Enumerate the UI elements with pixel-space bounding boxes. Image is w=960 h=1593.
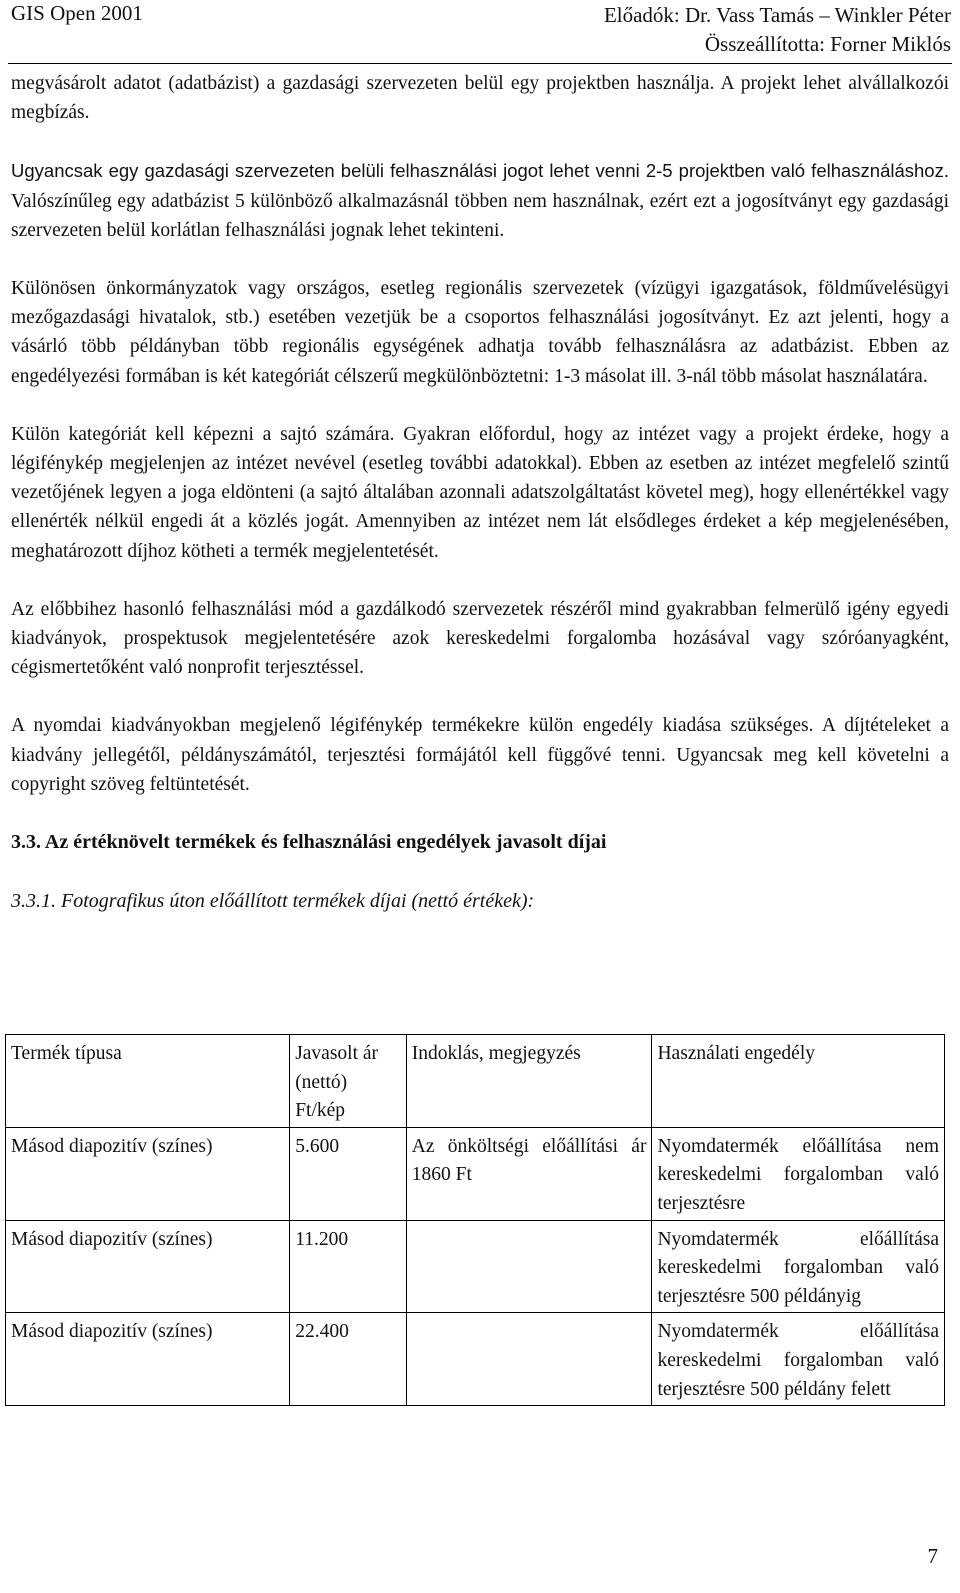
paragraph-2-sans-text: Ugyancsak egy gazdasági szervezeten belüli felhasználási jogot lehet venni 2-5 projektben való felhasználáshoz. bbox=[11, 160, 949, 182]
table-cell-price: 5.600 bbox=[290, 1127, 407, 1220]
table-cell-note bbox=[406, 1313, 652, 1406]
paragraph-3: Különösen önkormányzatok vagy országos, esetleg regionális szervezetek (vízügyi igazgatások, földművelésügyi mezőgazdasági hivatalok, stb.) esetében vezetjük be a csoportos felhasználási jogosítványt. Ez azt jelenti, hogy a vásárló több példányban több regionális egységének adhatja tovább felhasználásra az adatbázist. Ebben az engedélyezési formában is két kategóriát célszerű megkülönböztetni: 1-3 másolat ill. 3-nál több másolat használatára. bbox=[11, 278, 949, 387]
paragraph-2 bbox=[11, 156, 949, 245]
table-header-cell: Használati engedély bbox=[652, 1035, 945, 1128]
table-row bbox=[6, 1220, 945, 1313]
table-cell-note: Az önköltségi előállítási ár 1860 Ft bbox=[406, 1127, 652, 1220]
table-cell-license: Nyomdatermék előállítása kereskedelmi forgalomban való terjesztésre 500 példányig bbox=[652, 1220, 945, 1313]
page-number: 7 bbox=[927, 1544, 938, 1568]
document-body bbox=[11, 69, 949, 916]
table-cell-product: Másod diapozitív (színes) bbox=[6, 1127, 290, 1220]
table-header-cell: Indoklás, megjegyzés bbox=[406, 1035, 652, 1128]
table-cell-price: 11.200 bbox=[290, 1220, 407, 1313]
subsection-heading: 3.3.1. Fotografikus úton előállított termékek díjai (nettó értékek): bbox=[11, 890, 535, 913]
table-cell-note bbox=[406, 1220, 652, 1313]
paragraph-6: A nyomdai kiadványokban megjelenő légifénykép termékekre külön engedély kiadása szükséges. A díjtételeket a kiadvány jellegétől, példányszámától, terjesztési formájától kell függővé tenni. Ugyancsak meg kell követelni a copyright szöveg feltüntetését. bbox=[11, 715, 949, 795]
header-compiler: Összeállította: Forner Miklós bbox=[704, 32, 951, 56]
header-title: GIS Open 2001 bbox=[11, 1, 143, 25]
header-authors bbox=[604, 1, 951, 59]
paragraph-2-serif-text: Valószínűleg egy adatbázist 5 különböző alkalmazásnál többen nem használnak, ezért ezt a jogosítványt egy gazdasági szervezeten belül korlátlan felhasználási jognak lehet tekinteni. bbox=[11, 190, 949, 241]
paragraph-1: megvásárolt adatot (adatbázist) a gazdasági szervezeten belül egy projektben használja. A projekt lehet alvállalkozói megbízás. bbox=[11, 73, 949, 124]
table-cell-product: Másod diapozitív (színes) bbox=[6, 1220, 290, 1313]
table-row bbox=[6, 1127, 945, 1220]
header-divider bbox=[8, 63, 952, 64]
header-presenters: Előadók: Dr. Vass Tamás – Winkler Péter bbox=[603, 3, 951, 27]
table-cell-product: Másod diapozitív (színes) bbox=[6, 1313, 290, 1406]
table-cell-license: Nyomdatermék előállítása kereskedelmi forgalomban való terjesztésre 500 példány felett bbox=[652, 1313, 945, 1406]
table-cell-license: Nyomdatermék előállítása nem kereskedelmi forgalomban való terjesztésre bbox=[652, 1127, 945, 1220]
table-row bbox=[6, 1313, 945, 1406]
section-heading: 3.3. Az értéknövelt termékek és felhasználási engedélyek javasolt díjai bbox=[11, 831, 607, 854]
paragraph-5: Az előbbihez hasonló felhasználási mód a gazdálkodó szervezetek részéről mind gyakrabban felmerülő igény egyedi kiadványok, prospektusok megjelentetésére azok kereskedelmi forgalomba hozásával vagy szóróanyagként, cégismertetőként való nonprofit terjesztéssel. bbox=[11, 598, 949, 679]
table-header-cell: Termék típusa bbox=[6, 1035, 290, 1128]
paragraph-4: Külön kategóriát kell képezni a sajtó számára. Gyakran előfordul, hogy az intézet vagy a projekt érdeke, hogy a légifénykép megjelenjen az intézet nevével (esetleg további adatokkal). Ebben az esetben az intézet megfelelő szintű vezetőjének legyen a joga eldönteni (a sajtó általában azonnali adatszolgáltatást követel meg), hogy ellenértékkel vagy ellenérték nélkül engedi át a közlés jogát. Amennyiben az intézet nem lát elsődleges érdeket a kép megjelenésében, meghatározott díjhoz kötheti a termék megjelentetését. bbox=[11, 423, 949, 562]
table-cell-price: 22.400 bbox=[290, 1313, 407, 1406]
table-header-cell: Javasolt ár (nettó) Ft/kép bbox=[290, 1035, 407, 1128]
price-table bbox=[5, 1034, 945, 1406]
table-header-row bbox=[6, 1035, 945, 1128]
